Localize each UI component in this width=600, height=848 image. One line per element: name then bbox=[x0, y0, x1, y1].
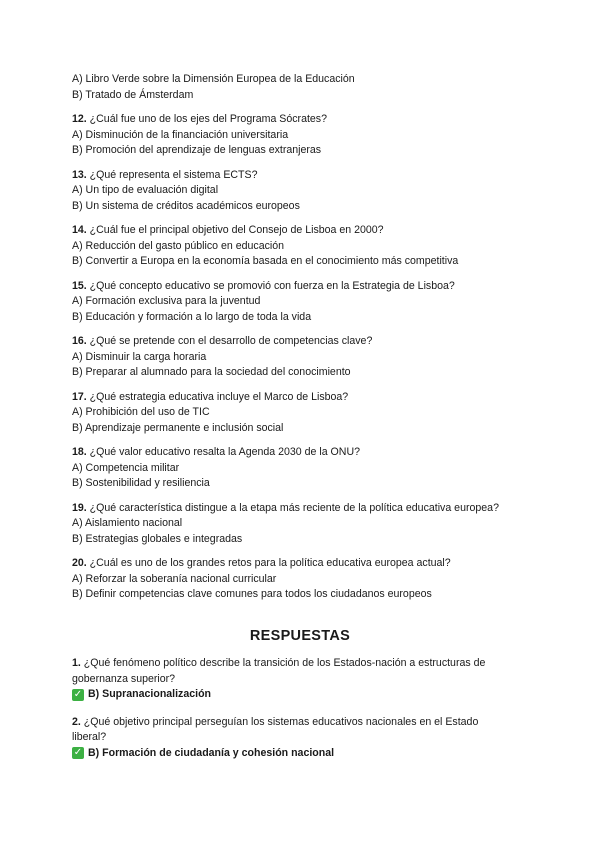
option-a: A) Reducción del gasto público en educación bbox=[72, 239, 285, 252]
question-block bbox=[72, 168, 528, 215]
option-b: B) Estrategias globales e integradas bbox=[72, 532, 243, 545]
question-text: 19. ¿Qué característica distingue a la etapa más reciente de la política educativa europea? bbox=[72, 501, 499, 514]
answer-text: B) Supranacionalización bbox=[88, 688, 212, 700]
correct-answer bbox=[72, 687, 528, 703]
response-block bbox=[72, 656, 528, 703]
option-b: B) Convertir a Europa en la economía basada en el conocimiento más competitiva bbox=[72, 255, 459, 267]
response-question: 2. ¿Qué objetivo principal perseguían los sistemas educativos nacionales en el Estado liberal? bbox=[72, 715, 479, 743]
option-b: B) Un sistema de créditos académicos europeos bbox=[72, 199, 300, 212]
question-number: 12. bbox=[72, 113, 87, 125]
question-text: 18. ¿Qué valor educativo resalta la Agenda 2030 de la ONU? bbox=[72, 446, 360, 458]
question-block bbox=[72, 556, 528, 603]
option-a: A) Prohibición del uso de TIC bbox=[72, 406, 210, 418]
question-number: 16. bbox=[72, 335, 87, 347]
option-b: B) Promoción del aprendizaje de lenguas extranjeras bbox=[72, 144, 322, 156]
question-text: 20. ¿Cuál es uno de los grandes retos para la política educativa europea actual? bbox=[72, 557, 451, 569]
question-number: 15. bbox=[72, 279, 87, 292]
option-b: B) Preparar al alumnado para la sociedad del conocimiento bbox=[72, 366, 351, 378]
question-block bbox=[72, 279, 528, 326]
response-block bbox=[72, 715, 528, 762]
correct-answer bbox=[72, 746, 528, 762]
option-a: A) Aislamiento nacional bbox=[72, 517, 183, 529]
option-a: A) Libro Verde sobre la Dimensión Europea de la Educación bbox=[72, 73, 355, 85]
option-a: A) Reforzar la soberanía nacional curricular bbox=[72, 572, 277, 585]
question-text: 12. ¿Cuál fue uno de los ejes del Programa Sócrates? bbox=[72, 113, 327, 125]
question-block bbox=[72, 112, 528, 159]
question-block bbox=[72, 223, 528, 270]
option-b: B) Definir competencias clave comunes para todos los ciudadanos europeos bbox=[72, 588, 432, 600]
question-block bbox=[72, 334, 528, 381]
question-number: 19. bbox=[72, 501, 87, 514]
answers-heading: RESPUESTAS bbox=[249, 627, 351, 644]
question-block-11-options bbox=[72, 72, 528, 103]
option-b: B) Tratado de Ámsterdam bbox=[72, 88, 194, 101]
option-b: B) Aprendizaje permanente e inclusión social bbox=[72, 421, 284, 434]
question-number: 2. bbox=[72, 715, 81, 728]
option-a: A) Un tipo de evaluación digital bbox=[72, 184, 219, 196]
question-text: 17. ¿Qué estrategia educativa incluye el Marco de Lisboa? bbox=[72, 390, 349, 403]
check-mark-icon: ✓ bbox=[73, 688, 83, 700]
option-a: A) Formación exclusiva para la juventud bbox=[72, 295, 261, 307]
option-a: A) Disminución de la financiación universitaria bbox=[72, 128, 289, 141]
option-b: B) Educación y formación a lo largo de toda la vida bbox=[72, 310, 312, 323]
option-a: A) Competencia militar bbox=[72, 461, 180, 474]
question-number: 13. bbox=[72, 168, 87, 181]
question-text: 13. ¿Qué representa el sistema ECTS? bbox=[72, 168, 258, 181]
response-question: 1. ¿Qué fenómeno político describe la transición de los Estados-nación a estructuras de gobernanza superior? bbox=[72, 657, 486, 685]
option-b: B) Sostenibilidad y resiliencia bbox=[72, 477, 210, 489]
question-block bbox=[72, 501, 528, 548]
question-number: 18. bbox=[72, 446, 87, 458]
question-text: 14. ¿Cuál fue el principal objetivo del Consejo de Lisboa en 2000? bbox=[72, 224, 384, 236]
question-text: 15. ¿Qué concepto educativo se promovió con fuerza en la Estrategia de Lisboa? bbox=[72, 279, 455, 292]
question-number: 14. bbox=[72, 224, 87, 236]
check-mark-icon: ✓ bbox=[73, 747, 83, 759]
question-number: 1. bbox=[72, 657, 81, 669]
option-a: A) Disminuir la carga horaria bbox=[72, 350, 207, 363]
question-number: 20. bbox=[72, 557, 87, 569]
question-block bbox=[72, 445, 528, 492]
question-block bbox=[72, 390, 528, 437]
question-number: 17. bbox=[72, 390, 87, 403]
answer-text: B) Formación de ciudadanía y cohesión nacional bbox=[88, 746, 335, 759]
question-text: 16. ¿Qué se pretende con el desarrollo de competencias clave? bbox=[72, 335, 373, 347]
